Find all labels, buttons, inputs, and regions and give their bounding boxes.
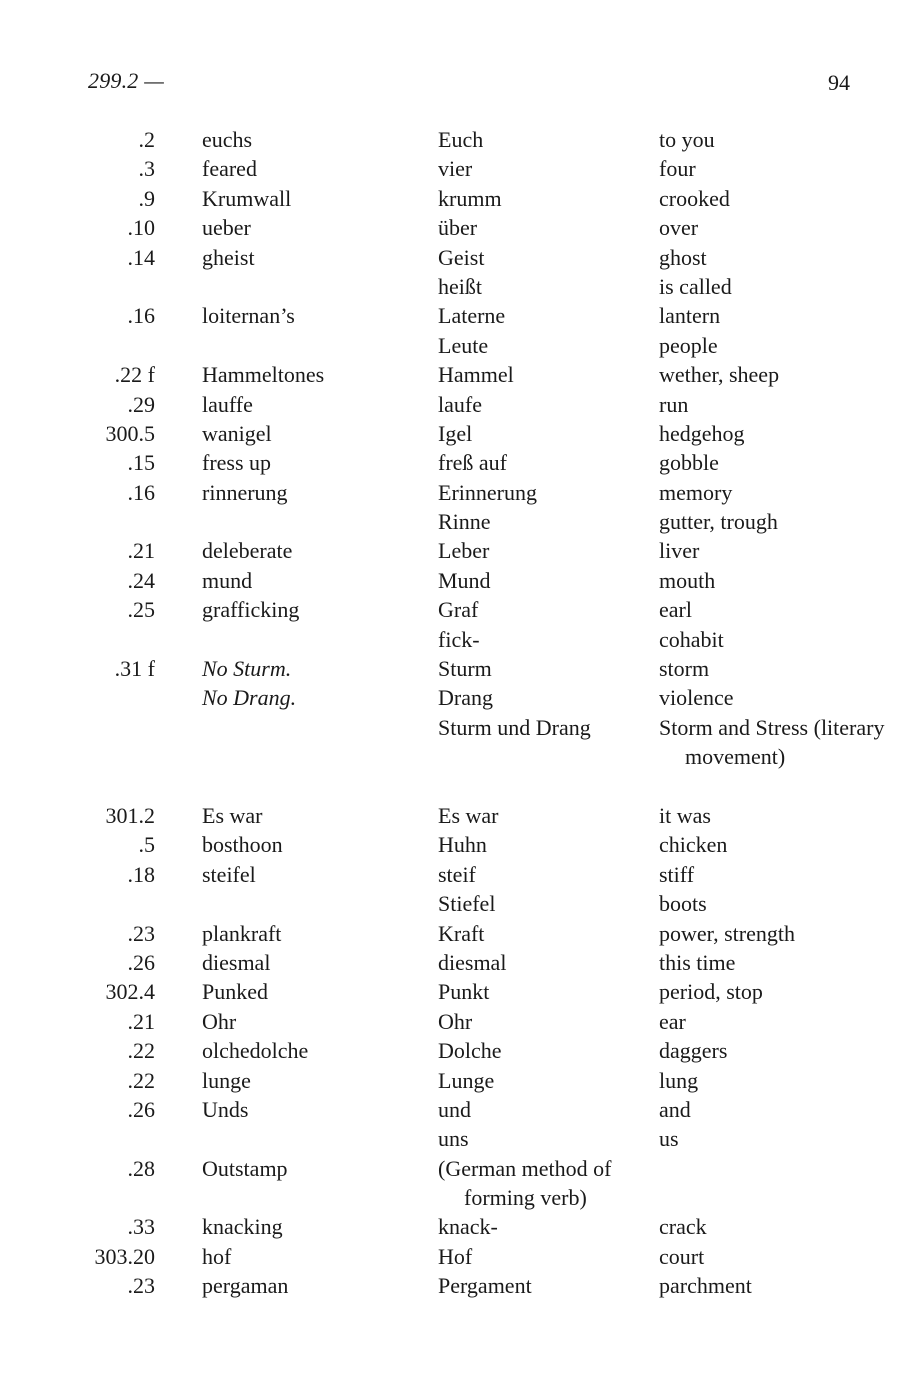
english-meaning: lantern (659, 303, 721, 329)
german-word: Huhn (438, 832, 487, 858)
german-word: Graf (438, 597, 479, 623)
glossary-row (0, 448, 910, 477)
german-word: Hammel (438, 362, 514, 388)
german-word: Dolche (438, 1038, 502, 1064)
english-meaning: earl (659, 597, 692, 623)
glossary-row (0, 507, 910, 536)
line-reference: .31 f (114, 656, 155, 682)
german-word: freß auf (438, 450, 508, 476)
glossary-row (0, 889, 910, 918)
german-word: knack- (438, 1214, 498, 1240)
source-word: Unds (202, 1096, 249, 1122)
german-word: Drang (438, 685, 493, 711)
glossary-row (0, 1066, 910, 1095)
german-word (438, 1154, 664, 1213)
glossary-row (0, 478, 910, 507)
line-reference: .10 (127, 215, 155, 241)
glossary-row (0, 213, 910, 242)
glossary-row (0, 154, 910, 183)
german-word: heißt (438, 273, 482, 299)
german-word-text: (German method of forming verb) (438, 1155, 612, 1211)
glossary-row (0, 919, 910, 948)
source-word: mund (202, 567, 253, 593)
glossary-row (0, 595, 910, 624)
line-reference: .22 (127, 1067, 155, 1093)
english-meaning: memory (659, 479, 733, 505)
line-reference: 300.5 (105, 420, 155, 446)
line-reference: .22 f (114, 362, 155, 388)
source-word: knacking (202, 1214, 283, 1240)
german-word: Erinnerung (438, 479, 537, 505)
source-word: loiternan’s (202, 303, 295, 329)
source-word: Hammeltones (202, 362, 325, 388)
source-word: wanigel (202, 420, 272, 446)
english-meaning: boots (659, 891, 707, 917)
german-word: Leber (438, 538, 490, 564)
german-word: Ohr (438, 1008, 473, 1034)
glossary-row (0, 654, 910, 683)
english-meaning (659, 713, 885, 772)
source-word: gheist (202, 244, 255, 270)
line-reference: .25 (127, 597, 155, 623)
english-meaning: it was (659, 803, 711, 828)
glossary-row (0, 1242, 910, 1271)
english-meaning: court (659, 1243, 705, 1269)
source-word: fress up (202, 450, 272, 476)
german-word: Euch (438, 127, 484, 152)
german-word: Laterne (438, 303, 506, 329)
glossary-row (0, 184, 910, 213)
english-meaning: daggers (659, 1038, 728, 1064)
line-reference: .24 (127, 567, 155, 593)
source-word: No Sturm. (202, 656, 292, 682)
source-word: deleberate (202, 538, 293, 564)
german-word: Rinne (438, 509, 491, 535)
source-word: plankraft (202, 920, 282, 946)
german-word: Sturm und Drang (438, 714, 591, 740)
line-reference: .21 (127, 538, 155, 564)
line-reference: .26 (127, 949, 155, 975)
line-reference: .5 (138, 832, 155, 858)
english-meaning: storm (659, 656, 710, 682)
english-meaning: to you (659, 127, 715, 152)
glossary-table (0, 125, 910, 1301)
glossary-row (0, 301, 910, 330)
line-reference: .26 (127, 1096, 155, 1122)
line-reference: .22 (127, 1038, 155, 1064)
german-word: krumm (438, 185, 502, 211)
german-word: Mund (438, 567, 491, 593)
german-word: Leute (438, 332, 489, 358)
english-meaning: period, stop (659, 979, 763, 1005)
source-word: Outstamp (202, 1155, 288, 1181)
line-reference: 303.20 (94, 1243, 155, 1269)
line-reference: .9 (138, 185, 155, 211)
german-word: über (438, 215, 478, 241)
source-word: bosthoon (202, 832, 283, 858)
source-word: Krumwall (202, 185, 292, 211)
line-reference: .2 (138, 127, 155, 152)
english-meaning: stiff (659, 861, 695, 887)
glossary-row (0, 536, 910, 565)
glossary-row (0, 390, 910, 419)
english-meaning: over (659, 215, 699, 241)
english-meaning: four (659, 156, 696, 182)
source-word: No Drang. (202, 685, 297, 711)
source-word: rinnerung (202, 479, 288, 505)
glossary-row (0, 625, 910, 654)
glossary-row (0, 830, 910, 859)
source-word: hof (202, 1243, 232, 1269)
german-word: Pergament (438, 1273, 532, 1299)
german-word: Hof (438, 1243, 473, 1269)
german-word: Punkt (438, 979, 490, 1005)
source-word: diesmal (202, 949, 271, 975)
german-word: Stiefel (438, 891, 496, 917)
english-meaning: crooked (659, 185, 730, 211)
english-meaning: parchment (659, 1273, 752, 1299)
german-word: uns (438, 1126, 469, 1152)
glossary-row (0, 566, 910, 595)
english-meaning: lung (659, 1067, 699, 1093)
german-word: laufe (438, 391, 482, 417)
german-word: Igel (438, 420, 473, 446)
glossary-row (0, 272, 910, 301)
german-word: Sturm (438, 656, 492, 682)
source-word: Es war (202, 803, 263, 828)
english-meaning: chicken (659, 832, 728, 858)
glossary-row (0, 1124, 910, 1153)
german-word: Es war (438, 803, 499, 828)
line-reference: .3 (138, 156, 155, 182)
line-reference: .18 (127, 861, 155, 887)
glossary-row (0, 948, 910, 977)
source-word: ueber (202, 215, 251, 241)
glossary-row (0, 683, 910, 712)
glossary-row (0, 419, 910, 448)
english-meaning: hedgehog (659, 420, 745, 446)
glossary-row (0, 1271, 910, 1300)
glossary-row (0, 860, 910, 889)
line-reference: .23 (127, 920, 155, 946)
source-word: lunge (202, 1067, 251, 1093)
source-word: feared (202, 156, 257, 182)
source-word: Punked (202, 979, 268, 1005)
english-meaning: this time (659, 949, 736, 975)
english-meaning: power, strength (659, 920, 795, 946)
line-reference: .15 (127, 450, 155, 476)
english-meaning: is called (659, 273, 732, 299)
glossary-row (0, 801, 910, 830)
line-reference: .28 (127, 1155, 155, 1181)
glossary-row (0, 713, 910, 801)
glossary-row (0, 243, 910, 272)
glossary-row (0, 1154, 910, 1213)
german-word: vier (438, 156, 473, 182)
english-meaning: and (659, 1096, 691, 1122)
english-meaning: ear (659, 1008, 686, 1034)
glossary-row (0, 1212, 910, 1241)
english-meaning-text: Storm and Stress (literary movement) (659, 714, 885, 770)
german-word: diesmal (438, 949, 507, 975)
glossary-row (0, 1036, 910, 1065)
line-reference: 302.4 (105, 979, 155, 1005)
german-word: Kraft (438, 920, 485, 946)
glossary-row (0, 360, 910, 389)
english-meaning: run (659, 391, 689, 417)
glossary-row (0, 977, 910, 1006)
english-meaning: mouth (659, 567, 716, 593)
english-meaning: wether, sheep (659, 362, 780, 388)
glossary-row (0, 125, 910, 154)
line-reference: .33 (127, 1214, 155, 1240)
page-number: 94 (828, 70, 850, 95)
english-meaning: us (659, 1126, 679, 1152)
english-meaning: crack (659, 1214, 707, 1240)
english-meaning: gobble (659, 450, 719, 476)
german-word: und (438, 1096, 471, 1122)
line-reference: .23 (127, 1273, 155, 1299)
german-word: Lunge (438, 1067, 495, 1093)
line-reference: 301.2 (105, 803, 155, 828)
german-word: fick- (438, 626, 480, 652)
source-word: steifel (202, 861, 256, 887)
english-meaning: ghost (659, 244, 707, 270)
running-head: 299.2 — (88, 68, 164, 93)
glossary-row (0, 1095, 910, 1124)
source-word: Ohr (202, 1008, 237, 1034)
line-reference: .16 (127, 479, 155, 505)
glossary-row (0, 1007, 910, 1036)
german-word: Geist (438, 244, 485, 270)
source-word: pergaman (202, 1273, 289, 1299)
german-word: steif (438, 861, 476, 887)
english-meaning: cohabit (659, 626, 724, 652)
line-reference: .14 (127, 244, 155, 270)
line-reference: .21 (127, 1008, 155, 1034)
english-meaning: liver (659, 538, 700, 564)
source-word: olchedolche (202, 1038, 309, 1064)
glossary-row (0, 331, 910, 360)
source-word: euchs (202, 127, 253, 152)
english-meaning: people (659, 332, 718, 358)
line-reference: .16 (127, 303, 155, 329)
source-word: lauffe (202, 391, 253, 417)
line-reference: .29 (127, 391, 155, 417)
english-meaning: gutter, trough (659, 509, 778, 535)
source-word: grafficking (202, 597, 300, 623)
english-meaning: violence (659, 685, 734, 711)
